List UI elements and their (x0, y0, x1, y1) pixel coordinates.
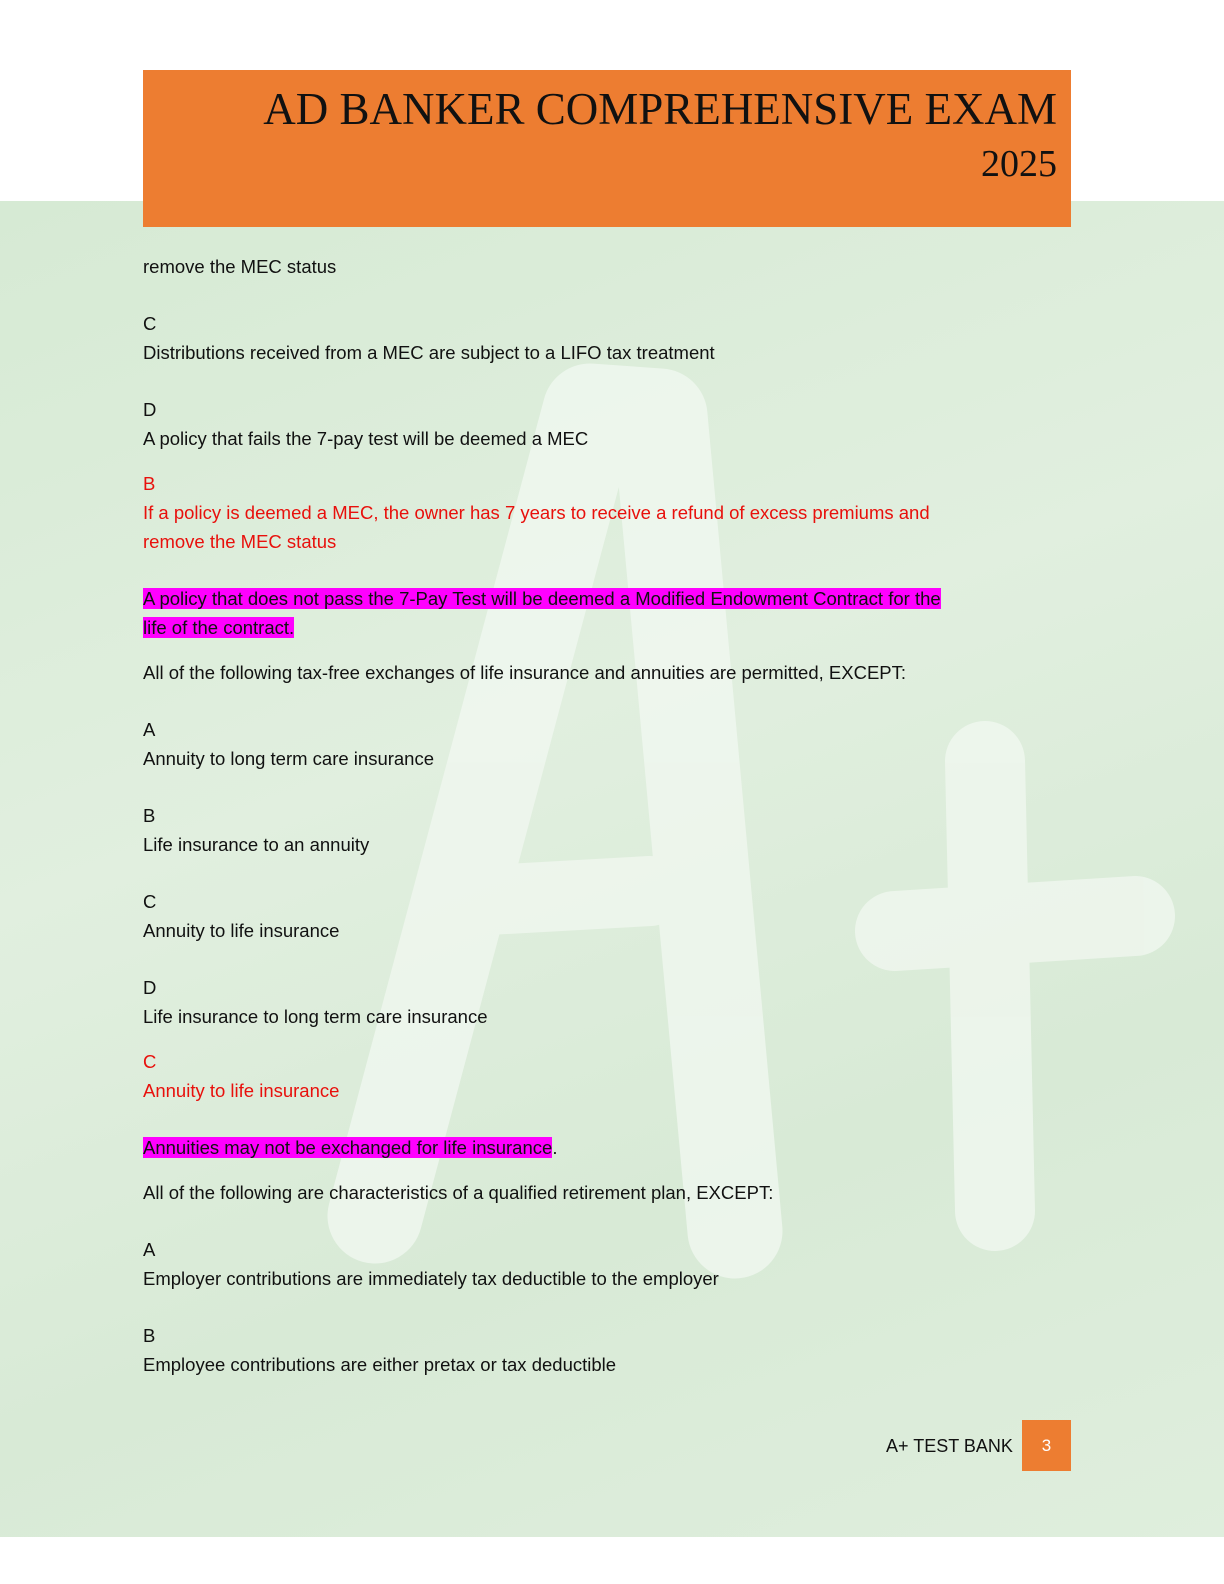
option-letter: D (143, 977, 157, 998)
question-text: All of the following tax-free exchanges of life insurance and annuities are permitted, EXCEPT: (143, 662, 907, 683)
option-text: Annuity to life insurance (143, 920, 340, 941)
option-text: Employee contributions are either pretax or tax deductible (143, 1354, 617, 1375)
option-text: Employer contributions are immediately tax deductible to the employer (143, 1268, 719, 1289)
explanation-period: . (552, 1137, 558, 1158)
option-text: Life insurance to long term care insurance (143, 1006, 488, 1027)
explanation-highlight: A policy that does not pass the 7-Pay Test will be deemed a Modified Endowment Contract for the (143, 588, 941, 609)
option-letter: B (143, 1325, 156, 1346)
option-text: Annuity to long term care insurance (143, 748, 435, 769)
option-letter: C (143, 313, 157, 334)
explanation-highlight: life of the contract. (143, 617, 295, 638)
answer-letter: B (143, 473, 156, 494)
explanation-highlight: Annuities may not be exchanged for life insurance (143, 1137, 553, 1158)
option-letter: A (143, 1239, 156, 1260)
option-text: Life insurance to an annuity (143, 834, 370, 855)
question-text-continuation: remove the MEC status (143, 256, 337, 277)
page-number: 3 (1022, 1420, 1071, 1471)
answer-text: If a policy is deemed a MEC, the owner has 7 years to receive a refund of excess premiums and (143, 502, 930, 523)
option-letter: D (143, 399, 157, 420)
header-band (143, 70, 1071, 227)
answer-text: remove the MEC status (143, 531, 337, 552)
answer-text: Annuity to life insurance (143, 1080, 340, 1101)
footer-label: A+ TEST BANK (886, 1436, 1013, 1456)
option-text: Distributions received from a MEC are subject to a LIFO tax treatment (143, 342, 715, 363)
question-text: All of the following are characteristics of a qualified retirement plan, EXCEPT: (143, 1182, 774, 1203)
document-year: 2025 (981, 143, 1057, 185)
option-letter: B (143, 805, 156, 826)
option-text: A policy that fails the 7-pay test will be deemed a MEC (143, 428, 589, 449)
option-letter: A (143, 719, 156, 740)
page-content (143, 252, 1043, 1379)
answer-letter: C (143, 1051, 157, 1072)
option-letter: C (143, 891, 157, 912)
document-title: AD BANKER COMPREHENSIVE EXAM (263, 84, 1057, 134)
